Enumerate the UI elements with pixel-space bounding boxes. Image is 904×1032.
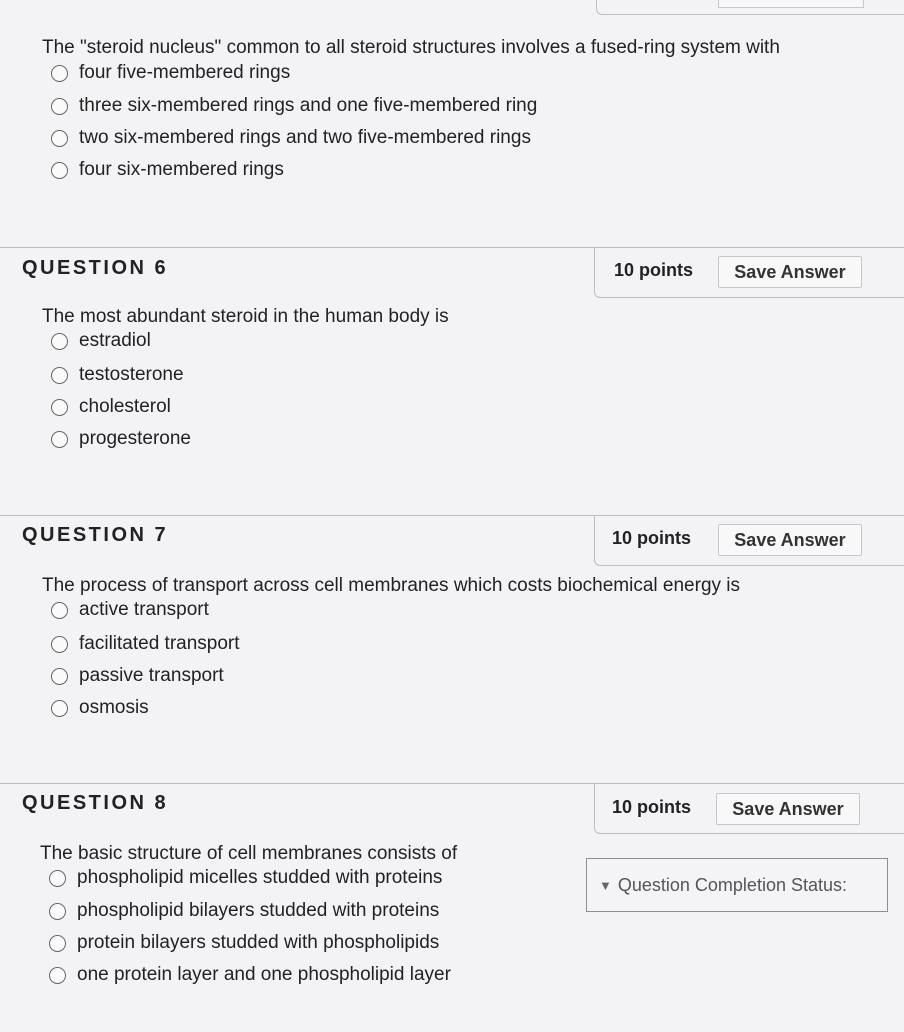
option[interactable] <box>42 90 780 122</box>
option[interactable] <box>42 660 740 692</box>
radio-button[interactable] <box>49 967 66 984</box>
option-label: phospholipid bilayers studded with proteins <box>77 900 440 921</box>
question-7-points: 10 points <box>612 528 692 548</box>
option[interactable] <box>42 594 740 626</box>
question-7-save-answer-button[interactable]: Save Answer <box>718 524 862 556</box>
option-label: testosterone <box>79 364 184 385</box>
radio-button[interactable] <box>51 162 68 179</box>
option-label: one protein layer and one phospholipid layer <box>77 964 451 985</box>
question-6-text: The most abundant steroid in the human body is <box>42 306 449 327</box>
option[interactable] <box>42 692 740 724</box>
radio-button[interactable] <box>51 130 68 147</box>
chevron-down-icon: ▼ <box>599 877 612 893</box>
option[interactable] <box>40 959 457 991</box>
question-7-options <box>42 594 740 724</box>
option-label: osmosis <box>79 697 149 718</box>
radio-button[interactable] <box>51 399 68 416</box>
option-label: estradiol <box>79 330 151 351</box>
question-6 <box>42 306 449 455</box>
question-5 <box>42 37 780 186</box>
question-8-text: The basic structure of cell membranes consists of <box>40 843 458 864</box>
question-6-heading: QUESTION 6 <box>22 257 169 279</box>
radio-button[interactable] <box>51 333 68 350</box>
radio-button[interactable] <box>51 431 68 448</box>
question-7-text: The process of transport across cell membranes which costs biochemical energy is <box>42 575 741 596</box>
option-label: protein bilayers studded with phospholipids <box>77 932 440 953</box>
previous-save-answer-button[interactable] <box>718 0 864 8</box>
radio-button[interactable] <box>51 367 68 384</box>
option[interactable] <box>42 122 780 154</box>
option[interactable] <box>42 325 449 357</box>
option-label: two six-membered rings and two five-membered rings <box>79 127 531 148</box>
question-completion-status-label: Question Completion Status: <box>617 874 847 895</box>
radio-button[interactable] <box>51 602 68 619</box>
option[interactable] <box>42 154 780 186</box>
option[interactable] <box>42 359 449 391</box>
option[interactable] <box>42 423 449 455</box>
option[interactable] <box>42 57 780 89</box>
option-label: progesterone <box>79 428 191 449</box>
question-5-text: The "steroid nucleus" common to all steroid structures involves a fused-ring system with <box>42 37 780 58</box>
option[interactable] <box>40 862 457 894</box>
option[interactable] <box>42 391 449 423</box>
question-7-heading: QUESTION 7 <box>22 524 169 546</box>
radio-button[interactable] <box>49 935 66 952</box>
question-6-points: 10 points <box>614 260 694 280</box>
question-8-heading: QUESTION 8 <box>22 792 169 814</box>
question-8-save-answer-button[interactable]: Save Answer <box>716 793 860 825</box>
question-6-options <box>42 325 449 455</box>
radio-button[interactable] <box>51 668 68 685</box>
question-8-points: 10 points <box>612 797 692 817</box>
question-7 <box>42 575 740 724</box>
option-label: passive transport <box>79 665 224 686</box>
question-8-options <box>40 862 457 991</box>
option[interactable] <box>40 927 457 959</box>
option[interactable] <box>40 895 457 927</box>
question-8 <box>40 843 457 991</box>
radio-button[interactable] <box>51 98 68 115</box>
question-6-save-answer-button[interactable]: Save Answer <box>718 256 862 288</box>
option-label: active transport <box>79 599 209 620</box>
radio-button[interactable] <box>51 700 68 717</box>
question-5-options <box>42 57 780 186</box>
option-label: phospholipid micelles studded with proteins <box>77 867 443 888</box>
option-label: four five-membered rings <box>79 62 291 83</box>
radio-button[interactable] <box>51 65 68 82</box>
option-label: cholesterol <box>79 396 171 417</box>
option-label: three six-membered rings and one five-membered ring <box>79 95 538 116</box>
option-label: four six-membered rings <box>79 159 284 180</box>
radio-button[interactable] <box>49 903 66 920</box>
radio-button[interactable] <box>49 870 66 887</box>
option[interactable] <box>42 628 740 660</box>
radio-button[interactable] <box>51 636 68 653</box>
option-label: facilitated transport <box>79 633 240 654</box>
question-completion-status-toggle[interactable] <box>586 858 888 912</box>
